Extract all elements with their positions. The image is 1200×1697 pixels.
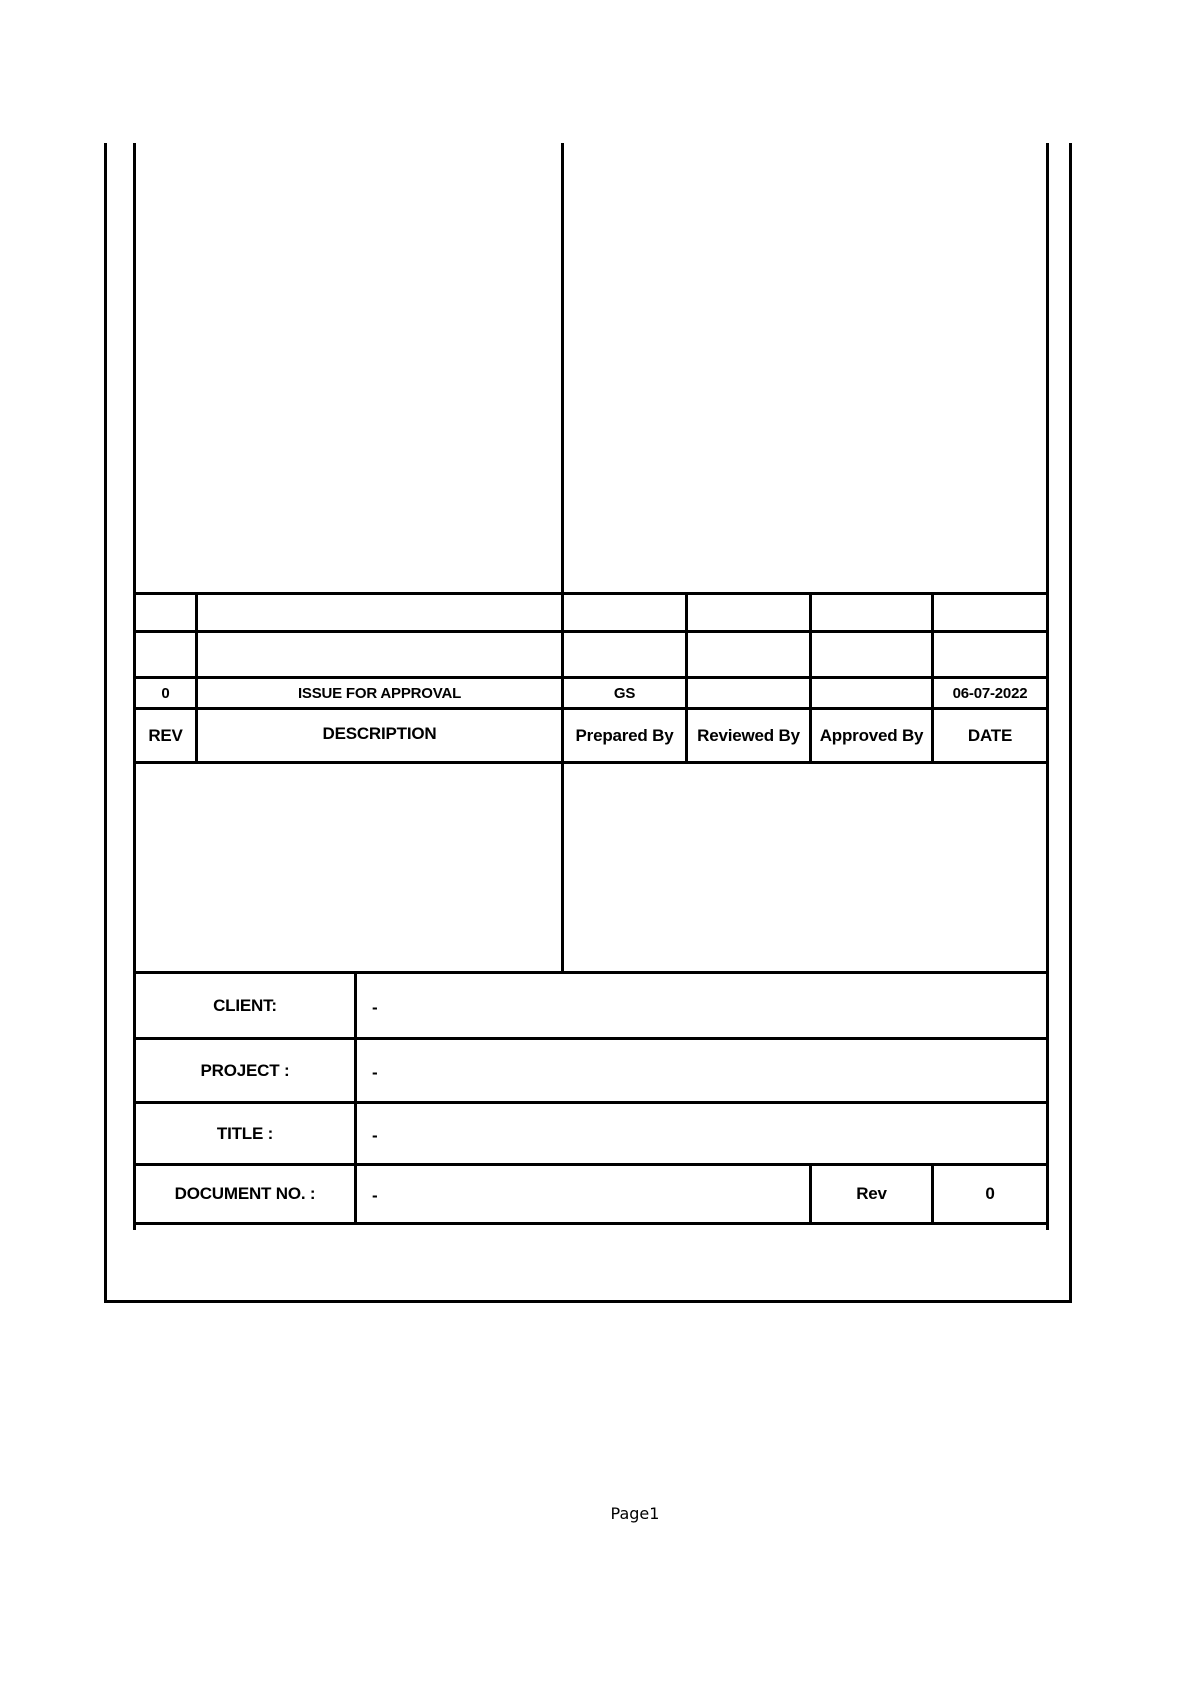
header-reviewed-by: Reviewed By bbox=[697, 725, 800, 745]
header-description: DESCRIPTION bbox=[322, 723, 437, 743]
outer-border-left bbox=[104, 143, 107, 1303]
page-number-footer: Page1 bbox=[610, 1503, 660, 1523]
info-label-divider bbox=[354, 971, 357, 1225]
rev-label: Rev bbox=[856, 1184, 887, 1203]
project-label: PROJECT : bbox=[200, 1060, 290, 1080]
middle-box-divider bbox=[561, 761, 564, 974]
issued-approved-by bbox=[812, 679, 931, 707]
inner-frame-right bbox=[1046, 143, 1049, 1230]
rev-value: 0 bbox=[985, 1184, 995, 1203]
document-no-label: DOCUMENT NO. : bbox=[174, 1184, 316, 1203]
outer-border-bottom bbox=[104, 1300, 1072, 1303]
outer-border-right bbox=[1069, 143, 1072, 1303]
revision-header-bottom-line bbox=[133, 761, 1049, 764]
header-date: DATE bbox=[967, 725, 1013, 745]
issued-date: 06-07-2022 bbox=[952, 684, 1028, 702]
issued-prepared-by: GS bbox=[613, 684, 636, 702]
revision-row-1-line bbox=[133, 630, 1049, 633]
issued-reviewed-by bbox=[688, 679, 809, 707]
header-rev: REV bbox=[148, 725, 183, 745]
drawing-area-divider bbox=[561, 143, 564, 593]
revision-table-top-line bbox=[133, 592, 1049, 595]
issued-description: ISSUE FOR APPROVAL bbox=[297, 684, 462, 702]
client-label: CLIENT: bbox=[213, 995, 277, 1015]
client-value: - bbox=[372, 997, 378, 1017]
header-prepared-by: Prepared By bbox=[575, 725, 674, 745]
document-no-value: - bbox=[372, 1186, 378, 1205]
title-value: - bbox=[372, 1125, 378, 1145]
project-value: - bbox=[372, 1062, 378, 1082]
issued-rev: 0 bbox=[161, 684, 170, 702]
header-approved-by: Approved By bbox=[819, 725, 924, 745]
title-label: TITLE : bbox=[216, 1123, 274, 1143]
